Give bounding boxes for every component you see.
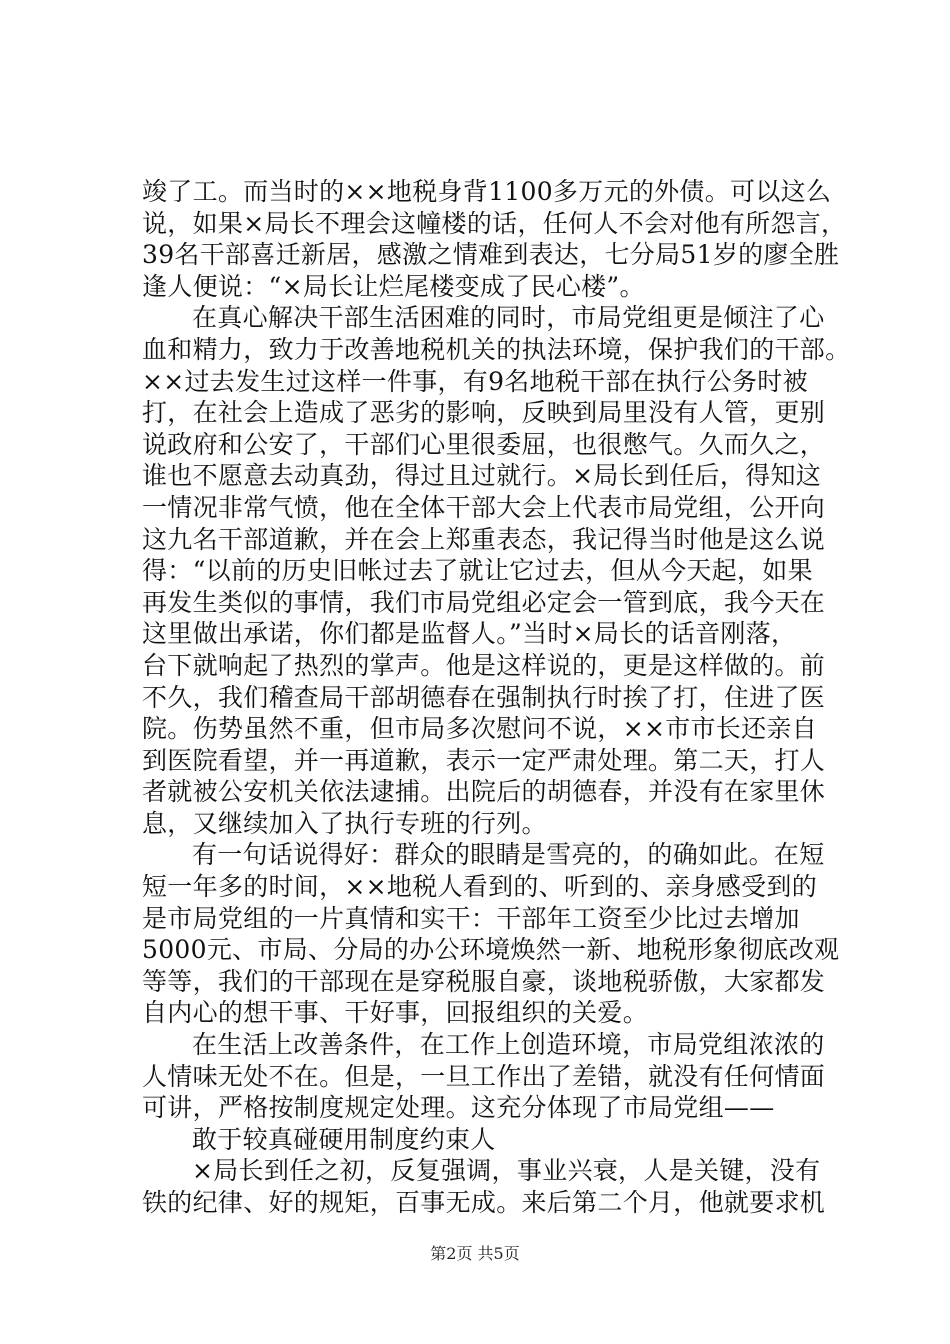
text-line: 息，又继续加入了执行专班的行列。 xyxy=(142,808,547,838)
text-line: 谁也不愿意去动真劲，得过且过就行。×局长到任后，得知这 xyxy=(142,461,822,491)
text-line: 这里做出承诺，你们都是监督人。”当时×局长的话音刚落， xyxy=(142,619,797,649)
text-line: 人情味无处不在。但是，一旦工作出了差错，就没有任何情面 xyxy=(142,1061,826,1091)
text-line: 有一句话说得好：群众的眼睛是雪亮的，的确如此。在短 xyxy=(192,840,825,870)
text-line: 到医院看望，并一再道歉，表示一定严肃处理。第二天，打人 xyxy=(142,745,826,775)
text-line: 一情况非常气愤，他在全体干部大会上代表市局党组，公开向 xyxy=(142,492,826,522)
text-line: 是市局党组的一片真情和实干：干部年工资至少比过去增加 xyxy=(142,903,800,933)
text-line: 这九名干部道歉，并在会上郑重表态，我记得当时他是这么说 xyxy=(142,524,826,554)
text-line: 得：“以前的历史旧帐过去了就让它过去，但从今天起，如果 xyxy=(142,556,813,586)
text-line: 在生活上改善条件，在工作上创造环境，市局党组浓浓的 xyxy=(192,1030,825,1060)
text-line: 自内心的想干事、干好事，回报组织的关爱。 xyxy=(142,998,649,1028)
text-line: 铁的纪律、好的规矩，百事无成。来后第二个月，他就要求机 xyxy=(142,1188,826,1217)
text-line: 再发生类似的事情，我们市局党组必定会一管到底，我今天在 xyxy=(142,587,826,617)
text-line: 说，如果×局长不理会这幢楼的话，任何人不会对他有所怨言， xyxy=(142,208,847,238)
text-line: 血和精力，致力于改善地税机关的执法环境，保护我们的干部。 xyxy=(142,334,851,364)
text-line: 39名干部喜迁新居，感激之情难到表达，七分局51岁的廖全胜 xyxy=(142,240,840,270)
page-number: 第2页 共5页 xyxy=(430,1244,520,1263)
text-line: 说政府和公安了，干部们心里很委屈，也很憋气。久而久之， xyxy=(142,429,826,459)
text-line: 不久，我们稽查局干部胡德春在强制执行时挨了打，住进了医 xyxy=(142,682,826,712)
text-line: 等等，我们的干部现在是穿税服自豪，谈地税骄傲，大家都发 xyxy=(142,966,826,996)
text-line: 台下就响起了热烈的掌声。他是这样说的，更是这样做的。前 xyxy=(142,650,826,680)
text-line: ××过去发生过这样一件事，有9名地税干部在执行公务时被 xyxy=(142,366,808,396)
section-heading: 敢于较真碰硬用制度约束人 xyxy=(192,1124,496,1154)
text-line: 可讲，严格按制度规定处理。这充分体现了市局党组—— xyxy=(142,1093,775,1123)
text-line: 在真心解决干部生活困难的同时，市局党组更是倾注了心 xyxy=(192,303,825,333)
text-line: 逢人便说：“×局长让烂尾楼变成了民心楼”。 xyxy=(142,271,645,301)
body-text xyxy=(142,176,851,1219)
text-line: 短一年多的时间，××地税人看到的、听到的、亲身感受到的 xyxy=(142,872,817,902)
text-line: 5000元、市局、分局的办公环境焕然一新、地税形象彻底改观 xyxy=(142,935,840,965)
text-line: 打，在社会上造成了恶劣的影响，反映到局里没有人管，更别 xyxy=(142,398,826,428)
text-line: 院。伤势虽然不重，但市局多次慰问不说，××市市长还亲自 xyxy=(142,714,817,744)
text-line: 竣了工。而当时的××地税身背1100多万元的外债。可以这么 xyxy=(142,177,832,206)
text-line: ×局长到任之初，反复强调，事业兴衰，人是关键，没有 xyxy=(192,1156,821,1186)
text-line: 者就被公安机关依法逮捕。出院后的胡德春，并没有在家里休 xyxy=(142,777,826,807)
